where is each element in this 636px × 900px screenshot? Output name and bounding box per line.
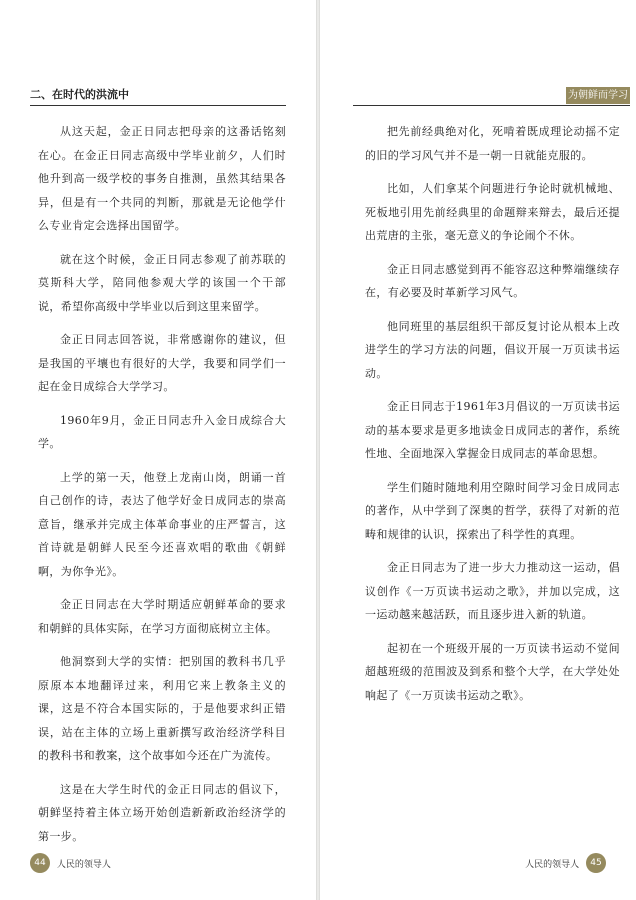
- paragraph: 金正日同志在大学时期适应朝鲜革命的要求和朝鲜的具体实际，在学习方面彻底树立主体。: [38, 598, 286, 635]
- paragraph: 金正日同志感觉到再不能容忍这种弊端继续存在，有必要及时革新学习风气。: [365, 262, 620, 299]
- paragraph: 他同班里的基层组织干部反复讨论从根本上改进学生的学习方法的问题，倡议开展一万页读书运动。: [365, 319, 620, 380]
- paragraph: 把先前经典绝对化，死啃着既成理论动摇不定的旧的学习风气并不是一朝一日就能克服的。: [365, 125, 620, 162]
- left-page: [0, 0, 316, 900]
- left-page-footer: [30, 853, 115, 875]
- paragraph: 金正日同志于1961年3月倡议的一万页读书运动的基本要求是更多地读金日成同志的著作，系统性地、全面地深入掌握金日成同志的革命思想。: [365, 400, 620, 460]
- paragraph: 学生们随时随地利用空隙时间学习金日成同志的著作，从中学到了深奥的哲学，获得了对新的范畴和规律的认识，探索出了科学性的真理。: [365, 480, 620, 541]
- paragraph: 1960年9月，金正日同志升入金日成综合大学。: [38, 413, 286, 450]
- book-title: 人民的领导人: [56, 859, 111, 870]
- chapter-title: 二、在时代的洪流中: [30, 88, 129, 101]
- paragraph: 就在这个时候，金正日同志参观了前苏联的莫斯科大学，陪同他参观大学的该国一个干部说，希望你高级中学毕业以后到这里来留学。: [38, 252, 286, 313]
- left-page-body: [38, 120, 286, 858]
- left-page-header: [30, 83, 286, 106]
- right-page-body: [365, 120, 620, 717]
- paragraph: 比如，人们拿某个问题进行争论时就机械地、死板地引用先前经典里的命题辩来辩去，最后还提出荒唐的主张，毫无意义的争论闹个不休。: [365, 182, 620, 242]
- book-title: 人民的领导人: [525, 859, 580, 870]
- paragraph: 他洞察到大学的实情：把别国的教科书几乎原原本本地翻译过来，利用它来上教条主义的课，这是不符合本国实际的，于是他要求纠正错误，站在主体的立场上重新撰写政治经济学科目的教科书和教案，这个故事如今还在广为流传。: [38, 655, 286, 762]
- right-page-footer: [521, 853, 606, 875]
- paragraph: 金正日同志回答说，非常感谢你的建议，但是我国的平壤也有很好的大学，我要和同学们一起在金日成综合大学学习。: [38, 333, 286, 393]
- paragraph: 从这天起，金正日同志把母亲的这番话铭刻在心。在金正日同志高级中学毕业前夕，人们时他升到高一级学校的事务自推测，虽然其结果各异，但是有一个共同的判断，那就是无论他学什么专业肯定会选择出国留学。: [38, 125, 286, 232]
- right-page-header: [353, 83, 630, 106]
- paragraph: 这是在大学生时代的金正日同志的倡议下，朝鲜坚持着主体立场开始创造新新政治经济学的第一步。: [38, 782, 286, 843]
- page-number: 44: [30, 853, 50, 873]
- section-tag: 为朝鲜而学习: [566, 87, 630, 104]
- paragraph: 金正日同志为了进一步大力推动这一运动，倡议创作《一万页读书运动之歌》，并加以完成，这一运动越来越活跃，而且逐步进入新的轨道。: [365, 561, 620, 621]
- paragraph: 上学的第一天，他登上龙南山岗，朗诵一首自己创作的诗，表达了他学好金日成同志的崇高意旨，继承并完成主体革命事业的庄严誓言，这首诗就是朝鲜人民至今还喜欢唱的歌曲《朝鲜啊，为你争光》。: [38, 470, 286, 578]
- page-number: 45: [586, 853, 606, 873]
- paragraph: 起初在一个班级开展的一万页读书运动不觉间超越班级的范围波及到系和整个大学，在大学处处响起了《一万页读书运动之歌》。: [365, 641, 620, 702]
- right-page: [320, 0, 636, 900]
